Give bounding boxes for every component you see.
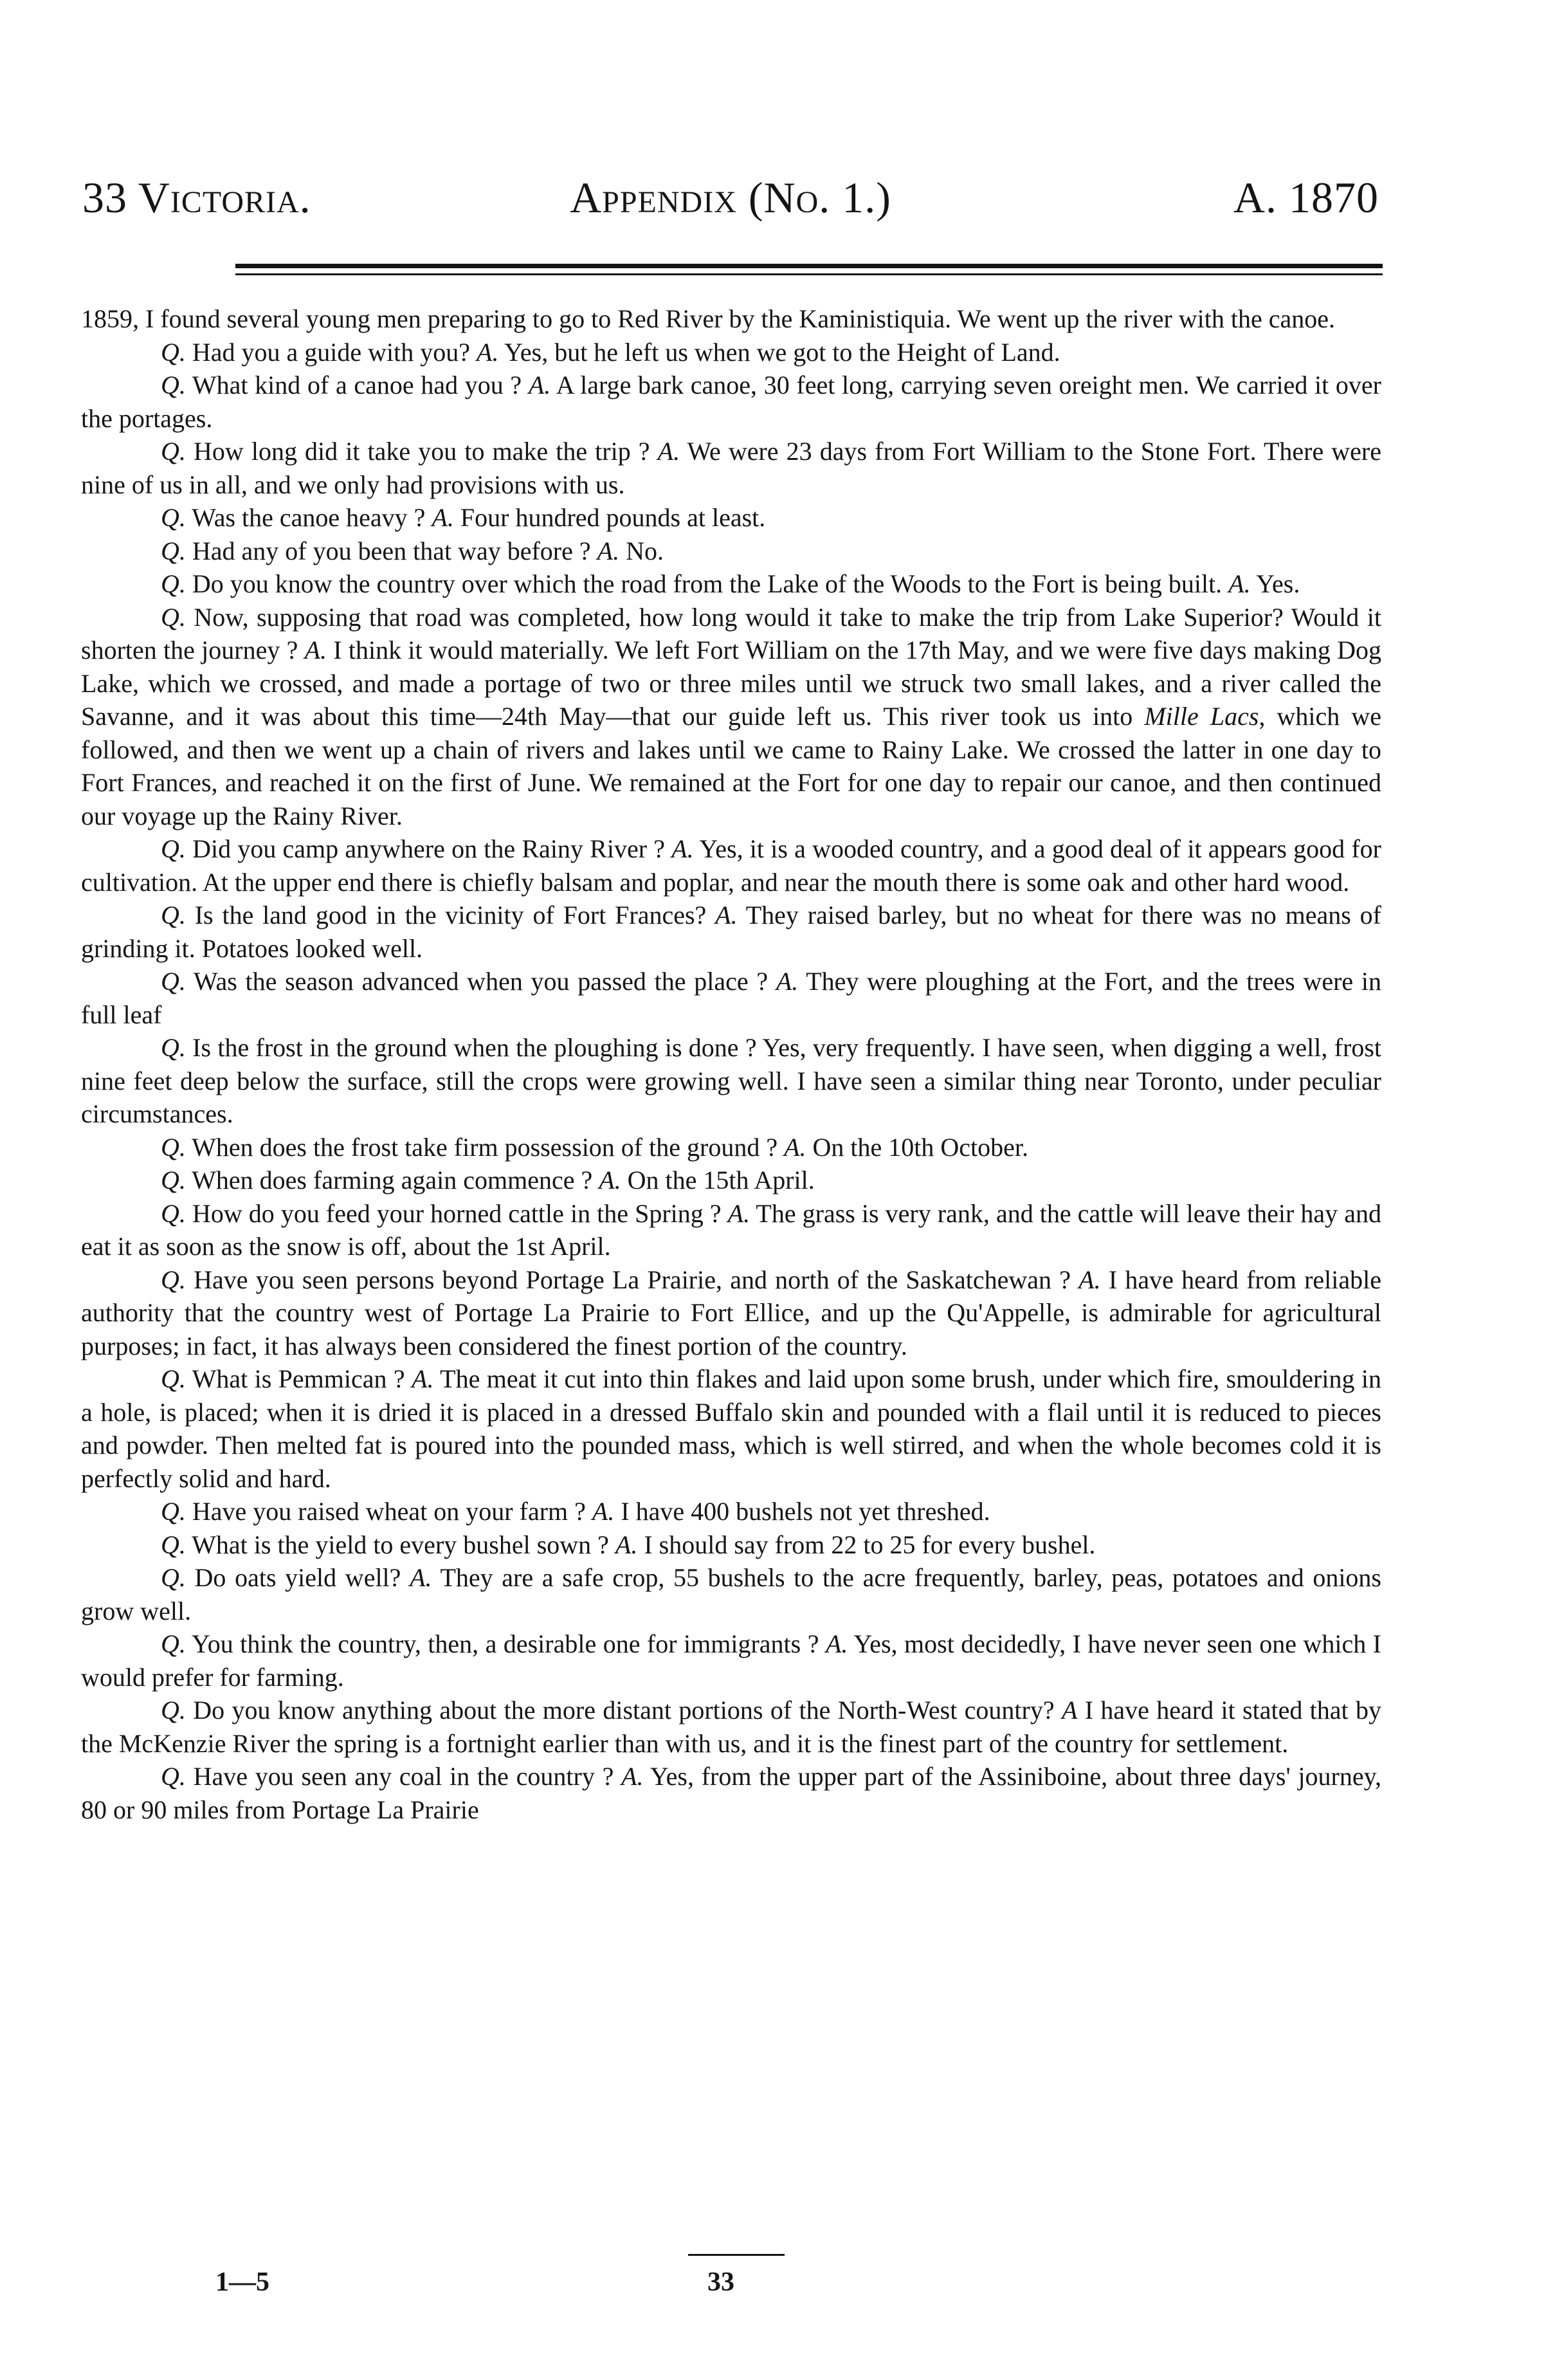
italic-segment: Mille Lacs [1144,702,1259,731]
header-appendix: Appendix (No. 1.) [570,173,891,222]
text-segment: Did you camp anywhere on the Rainy River ? [185,834,672,863]
testimony-paragraph [81,501,1381,535]
text-segment: Do oats yield well? [185,1563,410,1592]
text-segment: What kind of a canoe had you ? [185,371,529,399]
italic-segment: Q. [161,1198,186,1228]
testimony-paragraph [81,1362,1381,1495]
italic-segment: A. [528,371,551,399]
testimony-paragraph [81,302,1381,336]
italic-segment: Q. [161,371,186,399]
text-segment: They were ploughing at the Fort, and the trees were in full leaf [81,967,1381,1029]
text-segment: Was the season advanced when you passed the place ? [185,967,776,996]
italic-segment: A. [727,1198,750,1228]
text-segment: They are a safe crop, 55 bushels to the acre frequently, barley, peas, potatoes and onions grow well. [81,1563,1382,1625]
italic-segment: A. [477,337,499,367]
text-segment: Do you know the country over which the road from the Lake of the Woods to the Fort is being built. [185,569,1229,598]
text-segment: Yes, it is a wooded country, and a good deal of it appears good for cultivation. At the upper end there is chiefly balsam and poplar, and near the mouth there is some oak and other hard wood. [81,834,1381,897]
text-segment: Four hundred pounds at least. [453,503,766,532]
italic-segment: A. [1078,1265,1101,1294]
text-segment: The grass is very rank, and the cattle will leave their hay and eat it as soon as the snow is off, about the 1st April. [81,1198,1381,1261]
italic-segment: A. [825,1629,848,1658]
text-segment: Yes, from the upper part of the Assiniboine, about three days' journey, 80 or 90 miles from Portage La Prairie [81,1762,1382,1824]
text-segment: What is the yield to every bushel sown ? [185,1530,615,1559]
page-header [82,169,1379,226]
italic-segment: Q. [161,1563,186,1592]
italic-segment: A. [657,437,680,466]
text-segment: Had any of you been that way before ? [185,536,597,565]
italic-segment: Q. [161,1166,186,1195]
header-year: A. 1870 [1233,173,1379,222]
text-segment: Had you a guide with you? [185,337,477,367]
testimony-paragraph [81,1263,1381,1363]
testimony-body [81,302,1381,1826]
italic-segment: Q. [161,503,186,532]
italic-segment: A. [784,1132,806,1162]
italic-segment: A [1061,1696,1078,1725]
text-segment: How long did it take you to make the trip ? [185,437,658,466]
text-segment: Yes, most decidedly, I have never seen one which I would prefer for farming. [81,1629,1382,1692]
italic-segment: Q. [161,337,186,367]
testimony-paragraph [81,1528,1381,1562]
header-rule-thick [235,264,1383,268]
text-segment: I have heard from reliable authority that the country west of Portage La Prairie to Fort Ellice, and up the Qu'Appelle, is admirable for agricultural purposes; in fact, it has always been considered the finest portion of the country. [81,1265,1381,1360]
testimony-paragraph [81,1197,1381,1263]
text-segment: I have heard it stated that by the McKenzie River the spring is a fortnight earlier than with us, and it is the finest part of the country for settlement. [81,1696,1382,1758]
testimony-paragraph [81,567,1381,601]
italic-segment: A. [1228,569,1251,598]
text-segment: , which we followed, and then we went up a chain of rivers and lakes until we came to Rainy Lake. We crossed the latter in one day to Fort Frances, and reached it on the first of June. We remained at the Fort for one day to repair our canoe, and then continued our voyage up the Rainy River. [81,702,1381,830]
italic-segment: A. [412,1364,434,1393]
italic-segment: Q. [161,602,186,632]
testimony-paragraph [81,832,1381,899]
italic-segment: A. [776,967,799,996]
text-segment: When does farming again commence ? [185,1166,599,1195]
italic-segment: Q. [161,1265,186,1294]
testimony-paragraph [81,899,1381,965]
footer-rule [688,2254,785,2256]
text-segment: I should say from 22 to 25 for every bushel. [637,1530,1096,1559]
testimony-paragraph [81,601,1381,833]
italic-segment: A. [621,1762,644,1791]
testimony-paragraph [81,369,1381,435]
testimony-paragraph [81,435,1381,501]
text-segment: On the 15th April. [621,1166,815,1195]
testimony-paragraph [81,1760,1381,1826]
text-segment: The meat it cut into thin flakes and laid upon some brush, under which fire, smouldering in a hole, is placed; when it is dried it is placed in a dressed Buffalo skin and pounded with a flail until it is reduced to pieces and powder. Then melted fat is poured into the pounded mass, which is well stirred, and when the whole becomes cold it is perfectly solid and hard. [81,1364,1381,1493]
text-segment: Yes, but he left us when we got to the Height of Land. [498,337,1060,367]
testimony-paragraph [81,1031,1381,1131]
text-segment: When does the frost take firm possession of the ground ? [185,1132,785,1162]
testimony-paragraph [81,1561,1381,1627]
text-segment: Do you know anything about the more distant portions of the North-West country? [185,1696,1062,1725]
text-segment: I think it would materially. We left Fort William on the 17th May, and we were five days making Dog Lake, which we crossed, and made a portage of two or three miles until we struck two small lakes, and a river called the Savanne, and it was about this time—24th May—that our guide left us. This river took us into [81,636,1381,731]
italic-segment: Q. [161,569,186,598]
italic-segment: A. [599,1166,621,1195]
text-segment: You think the country, then, a desirable one for immigrants ? [185,1629,826,1658]
italic-segment: A. [597,536,620,565]
header-session: 33 Victoria. [82,173,311,222]
testimony-paragraph [81,535,1381,568]
italic-segment: Q. [161,1033,186,1062]
italic-segment: A. [592,1497,615,1526]
text-segment: We were 23 days from Fort William to the Stone Fort. There were nine of us in all, and we only had provisions with us. [81,437,1382,499]
text-segment: Yes. [1250,569,1300,598]
italic-segment: Q. [161,1497,186,1526]
italic-segment: Q. [161,1530,186,1559]
italic-segment: A. [432,503,454,532]
italic-segment: A. [715,901,738,929]
italic-segment: Q. [161,1629,186,1658]
italic-segment: Q. [161,834,186,863]
italic-segment: A. [615,1530,638,1559]
testimony-paragraph [81,336,1381,369]
italic-segment: Q. [161,437,186,466]
text-segment: Have you seen persons beyond Portage La Prairie, and north of the Saskatchewan ? [185,1265,1079,1294]
text-segment: Now, supposing that road was completed, how long would it take to make the trip from Lake Superior? Would it shorten the journey ? [81,602,1381,664]
italic-segment: Q. [161,901,186,929]
text-segment: They raised barley, but no wheat for there was no means of grinding it. Potatoes looked well. [81,901,1382,963]
footer-page-number: 33 [707,2267,734,2297]
italic-segment: Q. [161,1696,186,1725]
header-rule-thin [235,273,1383,275]
italic-segment: A. [410,1563,432,1592]
testimony-paragraph [81,1694,1381,1760]
text-segment: On the 10th October. [806,1132,1029,1162]
text-segment: Have you seen any coal in the country ? [185,1762,622,1791]
footer-signature-mark: 1—5 [215,2267,269,2297]
text-segment: 1859, I found several young men preparing to go to Red River by the Kaministiquia. We went up the river with the canoe. [81,304,1336,333]
text-segment: I have 400 bushels not yet threshed. [614,1497,990,1526]
text-segment: Was the canoe heavy ? [185,503,432,532]
testimony-paragraph [81,965,1381,1031]
text-segment: No. [619,536,664,565]
italic-segment: A. [304,636,327,664]
italic-segment: Q. [161,967,186,996]
testimony-paragraph [81,1164,1381,1197]
italic-segment: Q. [161,536,186,565]
testimony-paragraph [81,1495,1381,1528]
italic-segment: Q. [161,1132,186,1162]
italic-segment: Q. [161,1364,186,1393]
text-segment: Have you raised wheat on your farm ? [185,1497,592,1526]
text-segment: What is Pemmican ? [185,1364,412,1393]
text-segment: A large bark canoe, 30 feet long, carrying seven oreight men. We carried it over the portages. [81,371,1382,433]
text-segment: How do you feed your horned cattle in the Spring ? [185,1198,728,1228]
italic-segment: Q. [161,1762,186,1791]
text-segment: Is the frost in the ground when the ploughing is done ? Yes, very frequently. I have seen, when digging a well, frost nine feet deep below the surface, still the crops were growing well. I have seen a similar thing near Toronto, under peculiar circumstances. [81,1033,1381,1128]
testimony-paragraph [81,1131,1381,1164]
text-segment: Is the land good in the vicinity of Fort Frances? [185,901,716,929]
italic-segment: A. [671,834,694,863]
testimony-paragraph [81,1627,1381,1694]
